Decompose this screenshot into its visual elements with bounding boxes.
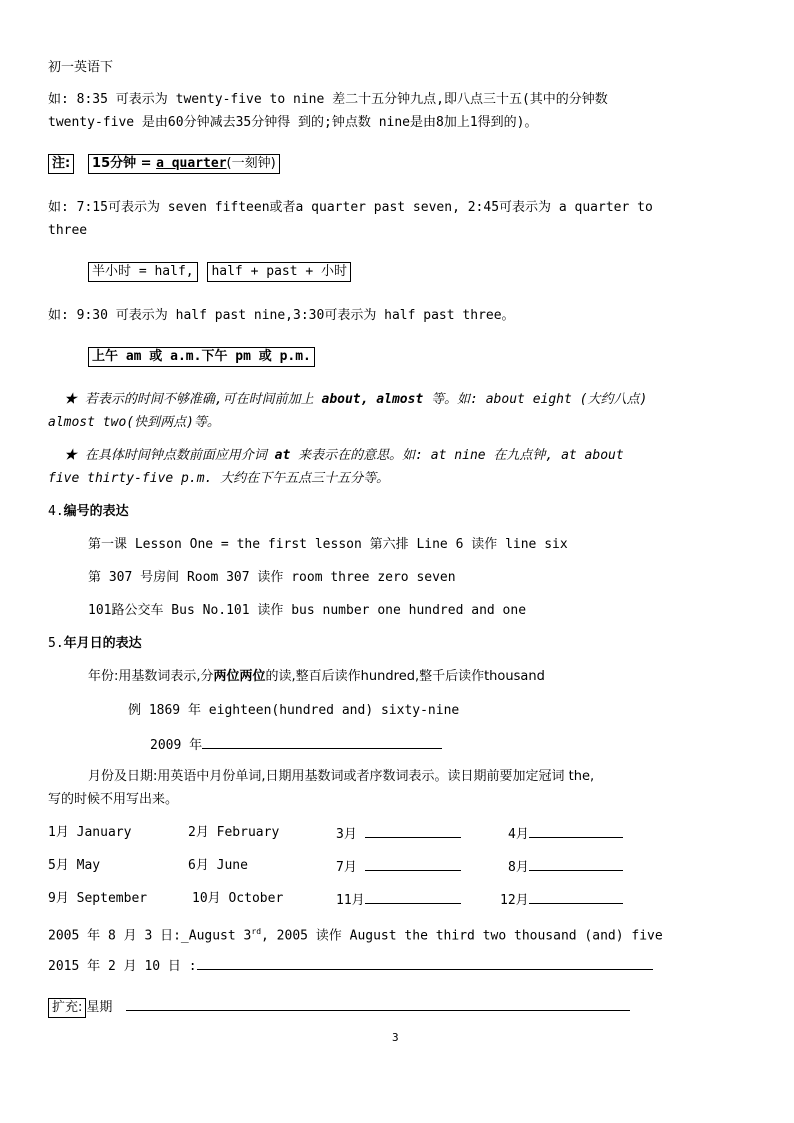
example-930: 如: 9:30 可表示为 half past nine,3:30可表示为 half past three。 [48, 308, 515, 323]
month-row [48, 825, 131, 841]
page-number: 3 [392, 1031, 399, 1044]
answer-blank[interactable] [529, 825, 623, 838]
year-example: 例 1869 年 eighteen(hundred and) sixty-nine [128, 703, 460, 718]
month-cell: 12月 [500, 891, 623, 909]
month-cell: 7月 [336, 858, 461, 876]
star-note-about [64, 392, 647, 408]
date-2015-label: 2015 年 2 月 10 日 : [48, 959, 197, 974]
note-half [88, 262, 351, 282]
section-5-title: 年月日的表达 [63, 636, 142, 651]
star-note-at-line2: five thirty-five p.m. 大约在下午五点三十五分等。 [48, 471, 390, 486]
year-rule-pre: 年份:用基数词表示,分 [88, 669, 214, 684]
date-2015-exercise [48, 957, 653, 975]
date-example-post: , 2005 读作 August the third two thousand (and) five [261, 928, 663, 944]
answer-blank[interactable] [529, 891, 623, 904]
star2-post: 来表示在的意思。如: at nine 在九点钟, at about [290, 448, 624, 463]
half-past-rule-box: half + past + 小时 [207, 262, 351, 282]
extend-label: 扩充: [48, 998, 86, 1018]
note-quarter [48, 154, 280, 174]
am-pm-box: 上午 am 或 a.m.下午 pm 或 p.m. [88, 347, 315, 367]
answer-blank[interactable] [126, 998, 630, 1011]
section-5-number: 5. [48, 636, 64, 651]
month-cell: 8月 [508, 858, 623, 876]
quarter-term: 15分钟 = [92, 156, 157, 171]
star-icon: ★ [64, 448, 78, 463]
answer-blank[interactable] [365, 858, 461, 871]
answer-blank[interactable] [529, 858, 623, 871]
date-example-sup: rd [251, 927, 262, 936]
month-cell: 4月 [508, 825, 623, 843]
quarter-rule-box [88, 154, 280, 174]
month-cell: 2月 February [188, 825, 280, 840]
month-cell: 6月 June [188, 858, 248, 873]
quarter-gloss: (一刻钟) [226, 156, 276, 171]
extend-weekday [48, 998, 630, 1018]
half-hour-box: 半小时 = half, [88, 262, 198, 282]
year-2009-exercise [150, 736, 442, 754]
month-cell: 5月 May [48, 858, 101, 873]
section-4-title: 编号的表达 [63, 504, 129, 519]
note-am-pm [88, 347, 315, 367]
answer-blank[interactable] [365, 825, 461, 838]
answer-blank[interactable] [365, 891, 461, 904]
month-rule-line2: 写的时候不用写出来。 [48, 792, 179, 807]
month-cell: 10月 October [192, 891, 284, 906]
section-4-number: 4. [48, 504, 64, 519]
star-note-at [64, 448, 624, 464]
star2-pre: 在具体时间钟点数前面应用介词 [77, 448, 275, 463]
section-4-heading [48, 504, 129, 520]
numbering-item: 第一课 Lesson One = the first lesson 第六排 Line 6 读作 line six [88, 537, 568, 552]
date-example-pre: 2005 年 8 月 3 日:_August 3 [48, 928, 252, 944]
example-715-line1: 如: 7:15可表示为 seven fifteen或者a quarter past seven, 2:45可表示为 a quarter to [48, 200, 653, 215]
star2-bold: at [274, 448, 291, 463]
example-835-line1: 如: 8:35 可表示为 twenty-five to nine 差二十五分钟九点,即八点三十五(其中的分钟数 [48, 92, 608, 107]
star1-post: 等。如: about eight (大约八点) [423, 392, 648, 407]
numbering-item: 第 307 号房间 Room 307 读作 room three zero seven [88, 570, 456, 585]
month-cell: 9月 September [48, 891, 148, 906]
date-example [48, 924, 663, 944]
section-5-heading [48, 636, 142, 652]
note-label: 注: [48, 154, 74, 174]
star-note-about-line2: almost two(快到两点)等。 [48, 415, 220, 430]
answer-blank[interactable] [197, 957, 653, 970]
star1-pre: 若表示的时间不够准确,可在时间前加上 [77, 392, 322, 407]
example-835-line2: twenty-five 是由60分钟减去35分钟得 到的;钟点数 nine是由8加上1得到的)。 [48, 115, 538, 130]
example-715-line2: three [48, 223, 88, 238]
year-2009-label: 2009 年 [150, 738, 203, 753]
page-header: 初一英语下 [48, 60, 114, 75]
month-rule-line1: 月份及日期:用英语中月份单词,日期用基数词或者序数词表示。读日期前要加定冠词 the, [88, 769, 595, 784]
year-rule-bold: 两位两位 [213, 669, 266, 684]
year-rule [88, 669, 545, 685]
numbering-item: 101路公交车 Bus No.101 读作 bus number one hundred and one [88, 603, 527, 618]
star-icon: ★ [64, 392, 78, 407]
quarter-word: a quarter [156, 156, 227, 171]
month-cell: 1月 January [48, 825, 132, 840]
star1-bold: about, almost [321, 392, 424, 407]
year-rule-post: 的读,整百后读作hundred,整千后读作thousand [265, 669, 545, 684]
month-cell: 3月 [336, 825, 461, 843]
answer-blank[interactable] [202, 736, 442, 749]
month-cell: 11月 [336, 891, 461, 909]
extend-text: 星期 [86, 1000, 113, 1015]
